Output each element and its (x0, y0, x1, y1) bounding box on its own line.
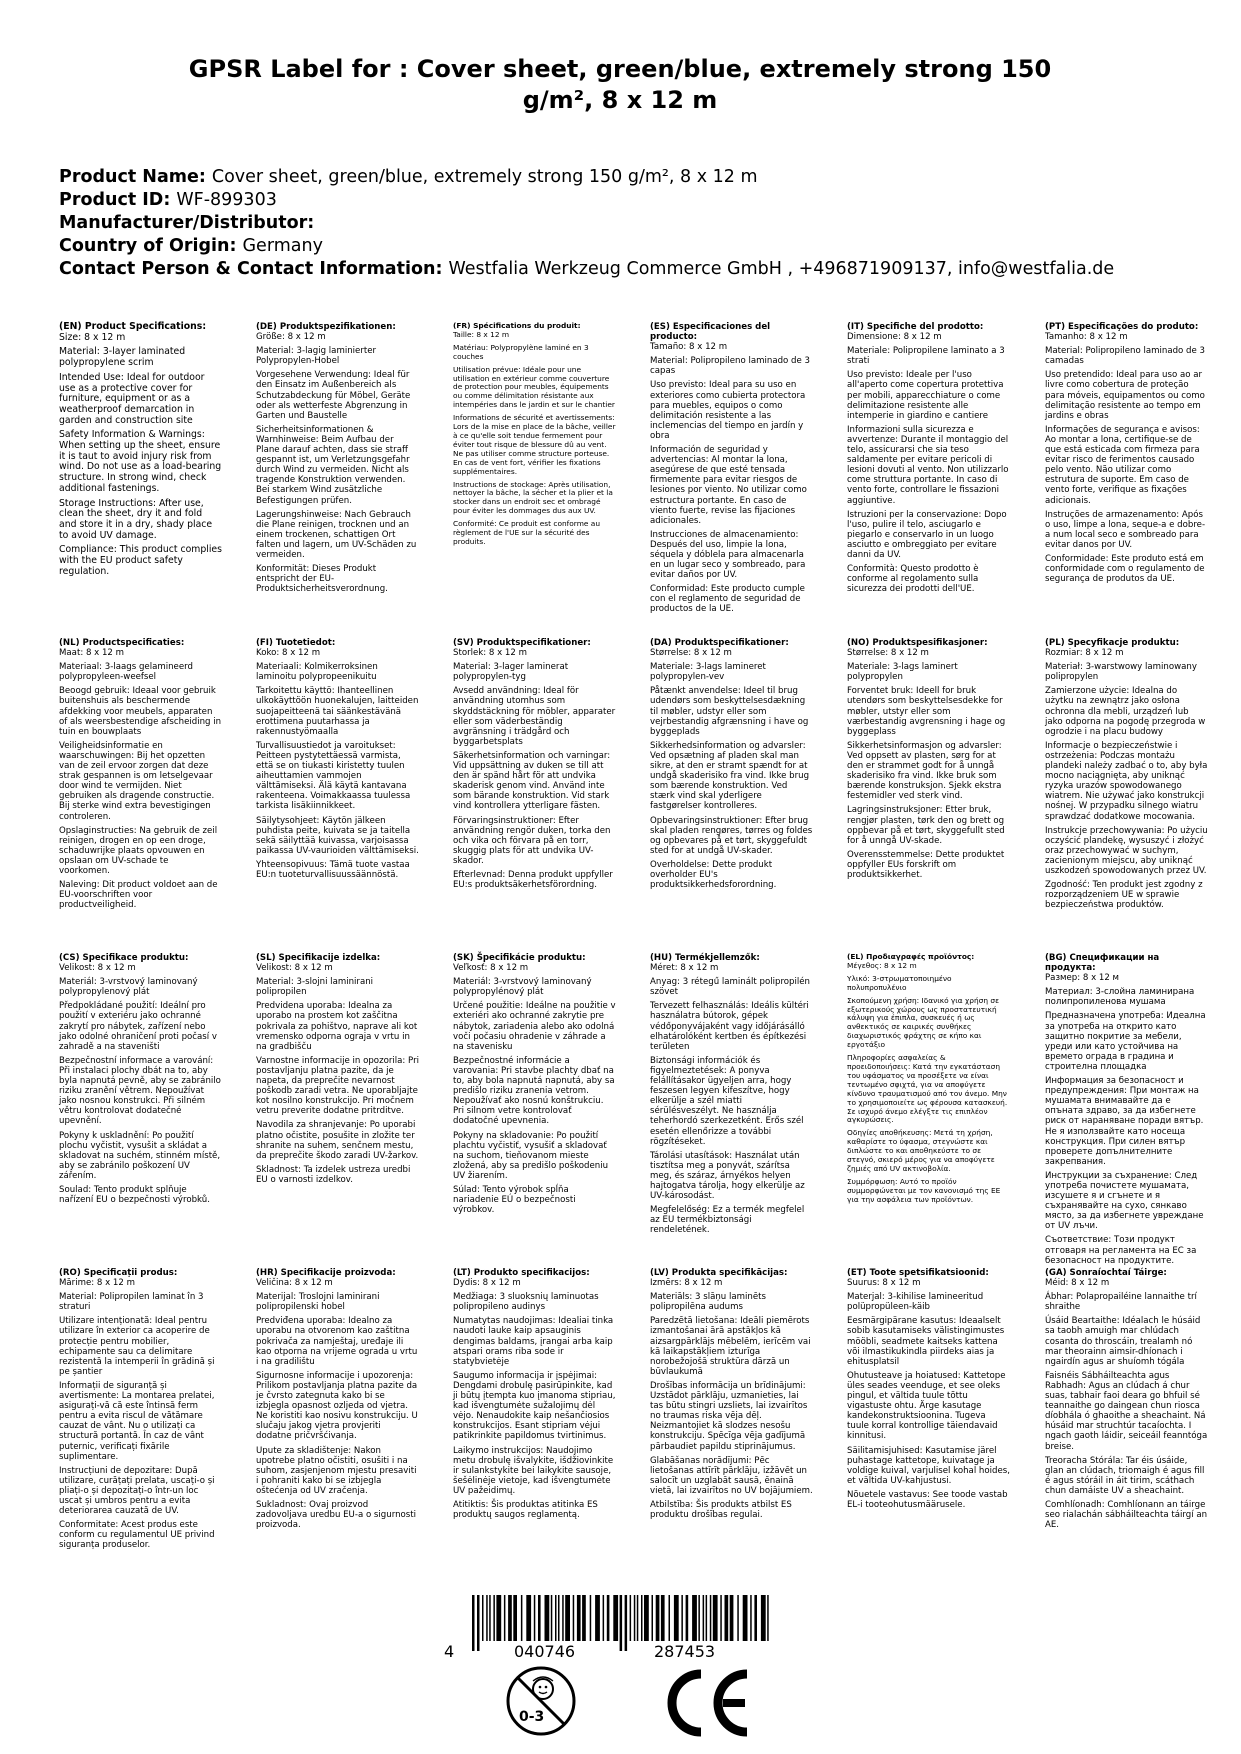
section-material: Material: 3-lager laminerat polypropylen-tyg (453, 662, 569, 683)
section-storage: Opbevaringsinstruktioner: Efter brug skal pladen rengøres, tørres og foldes og opbevares på et tørt, skyggefuldt sted for at undgå UV-skader. (650, 815, 813, 856)
page-title: GPSR Label for : Cover sheet, green/blue, extremely strong 150 g/m², 8 x 12 m (188, 55, 1052, 114)
section-intended-use: Určené použitie: Ideálne na použitie v exteriéri ako ochranné zakrytie pre nábytok, zariadenia alebo ako odolná voči počasiu ohradenie v záhrade a na stavenisku (453, 1001, 616, 1052)
spec-section-es (650, 322, 813, 619)
barcode-bar (656, 1595, 660, 1641)
ce-mark-icon (665, 1668, 751, 1738)
spec-section-pl (1045, 638, 1208, 914)
spec-section-nl (59, 638, 222, 914)
product-info (59, 166, 1199, 281)
section-heading: (ET) Toote spetsifikatsioonid: (847, 1268, 989, 1278)
barcode-bar (486, 1595, 488, 1641)
barcode-bar (706, 1595, 708, 1641)
section-heading: (DA) Produktspecifikationer: (650, 638, 789, 648)
section-safety: Ohutusteave ja hoiatused: Kattetope üles seades veenduge, et see oleks pingul, et vältida tuule tõttu vigastuste ohtu. Ärge kasutage kandekonstruktsioonina. Tugeva tuule korral kontrollige täiendavaid kinnitusi. (847, 1370, 1006, 1442)
barcode-bar (577, 1595, 581, 1641)
barcode-bar (482, 1595, 484, 1641)
section-compliance: Skladnost: Ta izdelek ustreza uredbi EU o varnosti izdelkov. (256, 1164, 411, 1185)
section-compliance: Συμμόρφωση: Αυτό το προϊόν συμμορφώνεται με τον κανονισμό της ΕΕ για την ασφάλεια των προϊόντων. (847, 1176, 1001, 1204)
section-heading: (FI) Tuotetiedot: (256, 638, 336, 648)
section-size: Velikost: 8 x 12 m (256, 963, 333, 974)
section-size: Dydis: 8 x 12 m (453, 1278, 521, 1289)
spec-section-sv (453, 638, 616, 894)
barcode-bar (743, 1595, 748, 1641)
section-material: Υλικό: 3-στρωματοποιημένο πολυπροπυλένιο (847, 973, 952, 992)
section-material: Material: Polipropileno laminado de 3 camadas (1045, 346, 1205, 367)
section-storage: Opslaginstructies: Na gebruik de zeil reinigen, drogen en op een droge, schaduwrijke plaats opvouwen en opslaan om UV-schade te voorkomen. (59, 825, 218, 876)
section-intended-use: Tarkoitettu käyttö: Ihanteellinen ulkokäyttöön huonekalujen, laitteiden suojapeitteenä tai säänkestävänä erottimena puutarhassa ja rakennustyömaalla (256, 686, 419, 737)
barcode-bar (703, 1595, 705, 1641)
barcode-bar (737, 1595, 739, 1641)
section-intended-use: Avsedd användning: Ideal för användning utomhus som skyddstäckning för möbler, apparater eller som väderbeständig avgränsning i trädgård och byggarbetsplats (453, 686, 616, 747)
spec-section-fr (453, 322, 616, 551)
section-heading: (SV) Produktspecifikationer: (453, 638, 591, 648)
section-intended-use: Uso previsto: Ideale per l'uso all'aperto come copertura protettiva per mobili, apparecchiature o come delimitazione resistente alle intemperie in giardino e cantiere (847, 370, 1004, 421)
section-safety: Información de seguridad y advertencias: Al montar la lona, asegúrese de que esté tensada firmemente para evitar riesgos de lesiones por viento. No utilizar como estructura portante. En caso de viento fuerte, revise las fijaciones adicionales. (650, 445, 807, 526)
section-size: Size: 8 x 12 m (59, 331, 126, 343)
section-storage: Instructions de stockage: Après utilisation, nettoyer la bâche, la sécher et la plier et la stocker dans un endroit sec et ombragé pour éviter les dommages dus aux UV. (453, 479, 613, 516)
barcode-bar (750, 1595, 752, 1641)
barcode-bar (534, 1595, 536, 1641)
barcode-bar (565, 1595, 570, 1641)
section-size: Maat: 8 x 12 m (59, 648, 124, 659)
section-safety: Turvallisuustiedot ja varoitukset: Peitteen pystytettäessä varmista, että se on tiukasti kiristetty tuulen aiheuttamien vammojen välttämiseksi. Älä käytä kantavana rakenteena. Voimakkaassa tuulessa tarkista lisäkiinnikkeet. (256, 740, 411, 812)
barcode-bar (513, 1595, 517, 1641)
section-safety: Veiligheidsinformatie en waarschuwingen: Bij het opzetten van de zeil ervoor zorgen dat deze strak gespannen is om letselgevaar door wind te vermijden. Niet gebruiken als dragende constructie. Bij sterke wind extra bevestigingen controleren. (59, 740, 215, 822)
section-size: Méid: 8 x 12 m (1045, 1278, 1110, 1289)
section-heading: (EL) Προδιαγραφές προϊόντος: (847, 952, 975, 961)
section-material: Material: Polipropileno laminado de 3 capas (650, 356, 810, 377)
section-heading: (NL) Productspecificaties: (59, 638, 185, 648)
section-heading: (PL) Specyfikacje produktu: (1045, 638, 1180, 648)
section-compliance: Compliance: This product complies with the EU product safety regulation. (59, 544, 222, 577)
spec-section-en (59, 322, 222, 581)
section-safety: Bezpečnostné informácie a varovania: Pri stavbe plachty dbať na to, aby bola napnutá napnutá, aby sa predišlo riziku zranenia vetrom. Nepoužívať ako nosnú konštrukciu. Pri silnom vetre kontrolovať dodatočné upevnenia. (453, 1055, 615, 1127)
section-heading: (IT) Specifiche del prodotto: (847, 322, 984, 332)
section-intended-use: Предназначена употреба: Идеална за употреба на открито като защитно покритие за мебели, уреди или като устойчива на времето ограда в градина и строителна площадка (1045, 1011, 1206, 1072)
section-material: Anyag: 3 rétegű laminált polipropilén szövet (650, 977, 811, 998)
section-safety: Bezpečnostní informace a varování: Při instalaci plochy dbát na to, aby byla napnutá pevně, aby se zabránilo riziku zranění větrem. Nepoužívat jako nosnou konstrukci. Při silném větru kontrolovat dodatečné upevnění. (59, 1055, 221, 1127)
section-storage: Pokyny k uskladnění: Po použití plochu vyčistit, vysušit a skládat a skladovat na suchém, stinném místě, aby se zabránilo poškození UV zářením. (59, 1130, 221, 1181)
barcode-bar (720, 1595, 722, 1641)
section-compliance: Konformität: Dieses Produkt entspricht der EU-Produktsicherheitsverordnung. (256, 564, 388, 595)
section-heading: (GA) Sonraíochtaí Táirge: (1045, 1268, 1167, 1278)
section-heading: (PT) Especificações do produto: (1045, 322, 1199, 332)
spec-section-et (847, 1268, 1010, 1514)
section-storage: Инструкции за съхранение: След употреба почистете мушамата, изсушете я и сгънете и я съхранявайте на сухо, сянкаво място, за да избегнете увреждане от UV лъчи. (1045, 1170, 1204, 1232)
age-label: 0-3 (519, 1709, 545, 1725)
section-storage: Instrukcje przechowywania: Po użyciu oczyścić plandekę, wysuszyć i złożyć oraz przechowywać w suchym, zacienionym miejscu, aby uniknąć uszkodzeń spowodowanych przez UV. (1045, 825, 1208, 876)
spec-section-sk (453, 953, 616, 1219)
barcode-bar (652, 1595, 654, 1641)
section-safety: Информация за безопасност и предупреждения: При монтаж на мушамата внимавайте да е опъната здраво, за да избегнете риск от нараняване поради вятър. Не я използвайте като носеща конструкция. При силен вятър проверете допълнителните закрепвания. (1045, 1076, 1204, 1167)
barcode-bar (472, 1595, 475, 1651)
section-safety: Informacje o bezpieczeństwie i ostrzeżenia: Podczas montażu plandeki należy zadbać o to, aby była mocno naciągnięta, aby uniknąć ryzyka urazów spowodowanego wiatrem. Nie używać jako konstrukcji nośnej. W przypadku silnego wiatru sprawdzać dodatkowe mocowania. (1045, 740, 1208, 822)
section-intended-use: Předpokládané použití: Ideální pro použití v exteriéru jako ochranné zakrytí pro nábytek, zařízení nebo jako odolné ohraničení proti počasí v zahradě a na staveništi (59, 1001, 217, 1052)
section-safety: Πληροφορίες ασφαλείας & προειδοποιήσεις: Κατά την εγκατάσταση του υφάσματος να προσέξετε να είναι τεντωμένο σφιχτά, για να αποφύγετε κίνδυνο τραυματισμού από τον άνεμο. Μην το χρησιμοποιείτε ως φέρουσα κατασκευή. Σε ισχυρό άνεμο ελέγξτε τις επιπλέον αγκυρώσεις. (847, 1053, 1008, 1125)
section-intended-use: Intended Use: Ideal for outdoor use as a protective cover for furniture, equipment or as a weatherproof demarcation in garden and construction site (59, 371, 205, 426)
section-compliance: Naleving: Dit product voldoet aan de EU-voorschriften voor productveiligheid. (59, 880, 218, 911)
section-compliance: Conformitate: Acest produs este conform cu regulamentul UE privind siguranța produselor. (59, 1520, 215, 1551)
section-heading: (NO) Produktspesifikasjoner: (847, 638, 988, 648)
section-safety: Saugumo informacija ir įspėjimai: Dengdami drobulę pasirūpinkite, kad ji būtų įtempta kuo įmanoma stipriau, kad išvengtumėte sužalojimų dėl vėjo. Nenaudokite kaip nešančiosios konstrukcijos. Esant stipriam vėjui patikrinkite papildomus tvirtinimus. (453, 1370, 616, 1442)
barcode-bar (754, 1595, 757, 1641)
barcode-bar (603, 1595, 605, 1641)
section-compliance: Yhteensopivuus: Tämä tuote vastaa EU:n tuoteturvallisuussäännöstä. (256, 859, 410, 880)
section-storage: Pokyny na skladovanie: Po použití plachtu vyčistiť, vysušiť a skladovať na suchom, tieňovanom mieste zložená, aby sa predišlo poškodeniu UV žiarením. (453, 1130, 609, 1181)
section-storage: Förvaringsinstruktioner: Efter användning rengör duken, torka den och vika och förvara på en torr, skuggig plats för att undvika UV-skador. (453, 815, 611, 866)
barcode-bar (630, 1595, 632, 1641)
section-intended-use: Forventet bruk: Ideell for bruk utendørs som beskyttelsesdekke for møbler, utstyr eller som værbestandig avgrensning i hage og byggeplass (847, 686, 1006, 737)
section-intended-use: Predviđena uporaba: Idealno za uporabu na otvorenom kao zaštitna pokrivača za namještaj, uređaje ili kao otporna na vrijeme ograda u vrtu i na gradilištu (256, 1316, 418, 1367)
age-warning-icon (505, 1665, 577, 1737)
section-compliance: Atitiktis: Šis produktas atitinka ES produktų saugos reglamentą. (453, 1499, 598, 1521)
section-safety: Informações de segurança e avisos: Ao montar a lona, certifique-se de que está esticada com firmeza para evitar risco de ferimentos causado pelo vento. Não utilizar como estrutura de suporte. Em caso de vento forte, verifique as fixações adicionais. (1045, 424, 1200, 506)
section-material: Materiał: 3-warstwowy laminowany polipropylen (1045, 662, 1197, 683)
section-heading: (BG) Спецификации на продукта: (1045, 953, 1160, 974)
spec-section-el (847, 953, 1010, 1209)
section-compliance: Efterlevnad: Denna produkt uppfyller EU:s produktsäkerhetsförordning. (453, 869, 613, 891)
section-storage: Lagerungshinweise: Nach Gebrauch die Plane reinigen, trocknen und an einem trockenen, schattigen Ort falten und lagern, um UV-Schäden zu vermeiden. (256, 509, 417, 560)
section-size: Μέγεθος: 8 x 12 m (847, 960, 917, 970)
section-size: Størrelse: 8 x 12 m (650, 648, 732, 659)
section-compliance: Съответствие: Този продукт отговаря на регламента на ЕС за безопасност на продуктите. (1045, 1235, 1197, 1266)
section-size: Dimensione: 8 x 12 m (847, 332, 942, 343)
section-intended-use: Påtænkt anvendelse: Ideel til brug udendørs som beskyttelsesdækning til møbler, udstyr eller som vejrbestandig afgrænsning i have og byggeplads (650, 686, 809, 737)
section-storage: Instrucțiuni de depozitare: După utilizare, curățați prelata, uscați-o și pliați-o și depozitați-o într-un loc uscat și umbros pentru a evita deteriorarea cauzată de UV. (59, 1465, 215, 1517)
section-intended-use: Beoogd gebruik: Ideaal voor gebruik buitenshuis als beschermende afdekking voor meubels, apparaten of als weersbestendige afscheiding in tuin en bouwplaats (59, 686, 222, 737)
section-storage: Säilytysohjeet: Käytön jälkeen puhdista peite, kuivata se ja taitella sekä säilyttää kuivassa, varjoisassa paikassa UV-vaurioiden välttämiseksi. (256, 815, 419, 856)
barcode-bar (526, 1595, 531, 1641)
barcode-bar (545, 1595, 550, 1641)
product-id-label: Product ID: (59, 190, 171, 210)
section-compliance: Megfelelőség: Ez a termék megfelel az EU termékbiztonsági rendeletének. (650, 1205, 805, 1236)
section-storage: Instruções de armazenamento: Após o uso, limpe a lona, seque-a e dobre-a num local seco e sombreado para evitar danos por UV. (1045, 509, 1206, 550)
barcode-bar (558, 1595, 560, 1641)
product-name-value: Cover sheet, green/blue, extremely strong 150 g/m², 8 x 12 m (211, 167, 758, 187)
contact-row (59, 258, 1199, 281)
section-size: Størrelse: 8 x 12 m (847, 648, 929, 659)
section-material: Medžiaga: 3 sluoksnių laminuotas polipropileno audinys (453, 1292, 599, 1313)
section-intended-use: Utilizare intenționată: Ideal pentru utilizare în exterior ca acoperire de protecție pentru mobilier, echipamente sau ca delimitare rezistentă la intemperii în grădină și pe șantier (59, 1316, 215, 1377)
section-material: Materjal: 3-kihilise lamineeritud polüpropüleen-käib (847, 1292, 984, 1313)
section-compliance: Soulad: Tento produkt splňuje nařízení EU o bezpečnosti výrobků. (59, 1184, 210, 1206)
section-size: Suurus: 8 x 12 m (847, 1278, 921, 1289)
section-size: Veľkosť: 8 x 12 m (453, 963, 529, 974)
spec-section-pt (1045, 322, 1208, 588)
country-value: Germany (242, 236, 323, 256)
section-heading: (CS) Specifikace produktu: (59, 953, 189, 963)
barcode-bar (686, 1595, 689, 1641)
section-material: Materiaal: 3-laags gelamineerd polypropyleen-weefsel (59, 662, 193, 683)
section-storage: Tárolási utasítások: Használat után tisztítsa meg a ponyvát, szárítsa meg, és száraz, árnyékos helyen hajtogatva tárolja, hogy elkerülje az UV-károsodást. (650, 1150, 805, 1202)
section-heading: (LT) Produkto specifikacijos: (453, 1268, 590, 1278)
section-storage: Glabāšanas norādījumi: Pēc lietošanas attīrīt pārklāju, izžāvēt un salocīt un uzglabāt sausā, ēnainā vietā, lai izvairītos no UV bojājumiem. (650, 1455, 813, 1496)
section-size: Größe: 8 x 12 m (256, 332, 326, 343)
spec-section-da (650, 638, 813, 894)
section-compliance: Sukladnost: Ovaj proizvod zadovoljava uredbu EU-a o sigurnosti proizvoda. (256, 1499, 417, 1531)
country-row (59, 235, 1199, 258)
barcode-bar (637, 1595, 639, 1641)
barcode-bar (730, 1595, 734, 1641)
barcode-bar (620, 1595, 623, 1651)
section-size: Izmērs: 8 x 12 m (650, 1278, 723, 1289)
barcode-bar (669, 1595, 671, 1641)
spec-section-hu (650, 953, 813, 1239)
barcode-bar (625, 1595, 628, 1651)
section-size: Méret: 8 x 12 m (650, 963, 719, 974)
section-compliance: Overensstemmelse: Dette produktet oppfyller EUs forskrift om produktsikkerhet. (847, 849, 1005, 880)
barcode-bar (595, 1595, 600, 1641)
spec-section-lv (650, 1268, 813, 1524)
product-name-label: Product Name: (59, 167, 206, 187)
section-storage: Laikymo instrukcijos: Naudojimo metu drobulę išvalykite, išdžiovinkite ir sulankstykite bei laikykite sausoje, šešėlinėje vietoje, kad išvengtumėte UV pažeidimų. (453, 1445, 614, 1496)
barcode-bar (493, 1595, 495, 1641)
section-safety: Faisnéis Sábháilteachta agus Rabhadh: Agus an clúdach á chur suas, tabhair faoi deara go bhfuil sé teannaithe go daingean chun riosca díobhála ó ghaoithe a sheachaint. Ná húsáid mar struchtúr tacaíochta. I ngach gaoth láidir, seiceáil feanntóga breise. (1045, 1370, 1208, 1452)
section-storage: Instrucciones de almacenamiento: Después del uso, limpie la lona, séquela y dóblela para almacenarla en un lugar seco y sombreado, para evitar daños por UV. (650, 529, 806, 581)
section-intended-use: Uso pretendido: Ideal para uso ao ar livre como cobertura de proteção para móveis, equipamentos ou como delimitação resistente ao tempo em jardins e obras (1045, 370, 1205, 421)
section-intended-use: Numatytas naudojimas: Idealiai tinka naudoti lauke kaip apsauginis dengimas baldams, įrangai arba kaip atspari orams riba sode ir statybvietėje (453, 1316, 614, 1367)
barcode-bar (644, 1595, 649, 1641)
barcode-bar (508, 1595, 512, 1641)
section-material: Materiál: 3-vrstvový laminovaný polypropylénový plát (453, 977, 592, 998)
barcode-bar (551, 1595, 553, 1641)
barcode-bar (613, 1595, 618, 1641)
section-heading: (HR) Specifikacije proizvoda: (256, 1268, 396, 1278)
section-compliance: Conformité: Ce produit est conforme au règlement de l'UE sur la sécurité des produits. (453, 519, 601, 546)
barcode-bar (767, 1595, 769, 1641)
section-safety: Sikkerhedsinformation og advarsler: Ved opsætning af pladen skal man sikre, at den er stramt spændt for at undgå skaderisiko fra vind. Ikke brug som bærende konstruktion. Ved stærk vind skal yderligere fastgørelser kontrolleres. (650, 740, 810, 812)
ean-first-digit: 4 (444, 1642, 455, 1661)
spec-section-ro (59, 1268, 222, 1554)
section-size: Tamaño: 8 x 12 m (650, 342, 728, 353)
section-size: Tamanho: 8 x 12 m (1045, 332, 1128, 343)
section-heading: (SL) Specifikacije izdelka: (256, 953, 381, 963)
barcode-bar (496, 1595, 501, 1641)
section-intended-use: Uso previsto: Ideal para su uso en exteriores como cubierta protectora para muebles, equipos o como delimitación resistente a las inclemencias del tiempo en jardín y obra (650, 380, 806, 441)
barcode-bar (521, 1595, 523, 1641)
manufacturer-label: Manufacturer/Distributor: (59, 213, 315, 233)
spec-section-it (847, 322, 1010, 598)
country-label: Country of Origin: (59, 236, 237, 256)
section-intended-use: Utilisation prévue: Idéale pour une utilisation en extérieur comme couverture de protection pour meubles, équipements ou comme délimitation résistante aux intempéries dans le jardin et sur le chantier (453, 364, 615, 410)
contact-value: Westfalia Werkzeug Commerce GmbH , +496871909137, info@westfalia.de (448, 259, 1115, 279)
section-size: Mărime: 8 x 12 m (59, 1278, 135, 1289)
section-size: Taille: 8 x 12 m (453, 329, 510, 339)
barcode-bar (504, 1595, 506, 1641)
barcode-bar (710, 1595, 712, 1641)
barcode-bar (607, 1595, 610, 1641)
section-intended-use: Paredzētā lietošana: Ideāli piemērots izmantošanai ārā apstākļos kā aizsargpārklājs mēbelēm, ierīcēm vai kā laikapstākļiem izturīga norobežojošā struktūra dārzā un būvlaukumā (650, 1316, 811, 1377)
section-safety: Sikkerhetsinformasjon og advarsler: Ved oppsett av plasten, sørg for at den er strammet godt for å unngå skaderisiko fra vind. Ikke bruk som bærende konstruksjon. Sjekk ekstra festemidler ved sterk vind. (847, 740, 1002, 802)
section-compliance: Comhlíonadh: Comhlíonann an táirge seo rialachán sábháilteachta táirgí an AE. (1045, 1499, 1208, 1531)
barcode-bar (641, 1595, 643, 1641)
section-heading: (RO) Specificații produs: (59, 1268, 178, 1278)
section-material: Material: 3-lagig laminierter Polypropylen-Hobel (256, 346, 377, 367)
barcode-bar (477, 1595, 480, 1651)
barcode-bar (692, 1595, 697, 1641)
contact-label: Contact Person & Contact Information: (59, 259, 443, 279)
section-heading: (LV) Produkta specifikācijas: (650, 1268, 788, 1278)
spec-section-hr (256, 1268, 419, 1534)
spec-section-fi (256, 638, 419, 884)
section-safety: Informații de siguranță și avertismente: La montarea prelatei, asigurați-vă că este întinsă ferm pentru a evita riscul de vătămare cauzat de vânt. Nu o utilizați ca structură portantă. În caz de vânt puternic, verificați fixările suplimentare. (59, 1380, 215, 1462)
section-storage: Lagringsinstruksjoner: Etter bruk, rengjør plasten, tørk den og brett og oppbevar på et tørt, skyggefullt sted for å unngå UV-skade. (847, 805, 1005, 846)
section-material: Material: 3-slojni laminirani polipropilen (256, 977, 374, 998)
barcode-bar (555, 1595, 557, 1641)
section-heading: (ES) Especificaciones del producto: (650, 322, 771, 343)
ean-left-group: 040746 (514, 1642, 576, 1661)
section-safety: Safety Information & Warnings: When setting up the sheet, ensure it is taut to avoid injury risk from wind. Do not use as a load-bearing structure. In strong wind, check additional fastenings. (59, 429, 222, 494)
section-intended-use: Vorgesehene Verwendung: Ideal für den Einsatz im Außenbereich als Schutzabdeckung für Möbel, Geräte oder als wetterfeste Abgrenzung in Garten und Baustelle (256, 370, 411, 421)
spec-section-no (847, 638, 1010, 884)
section-intended-use: Úsáid Beartaithe: Idéalach le húsáid sa taobh amuigh mar chlúdach cosanta do throscáin, trealamh nó mar theorainn aimsir-dhíonach i ngairdín agus ar shuíomh tógála (1045, 1316, 1201, 1367)
section-material: Material: Polipropilen laminat în 3 straturi (59, 1292, 204, 1313)
section-material: Materiale: 3-lags lamineret polypropylen-vev (650, 662, 766, 683)
section-compliance: Conformidade: Este produto está em conformidade com o regulamento de segurança de produtos da UE. (1045, 553, 1205, 585)
section-size: Storlek: 8 x 12 m (453, 648, 527, 659)
section-heading: (EN) Product Specifications: (59, 321, 207, 332)
spec-section-lt (453, 1268, 616, 1524)
section-heading: (DE) Produktspezifikationen: (256, 322, 396, 332)
barcode-bar (538, 1595, 541, 1641)
barcode-bar (713, 1595, 718, 1641)
section-heading: (HU) Termékjellemzők: (650, 953, 760, 963)
section-safety: Sicherheitsinformationen & Warnhinweise: Beim Aufbau der Plane darauf achten, dass sie straff gespannt ist, um Verletzungsgefahr durch Wind zu vermeiden. Nicht als tragende Konstruktion verwenden. Bei starkem Wind zusätzliche Befestigungen prüfen. (256, 424, 410, 506)
section-size: Размер: 8 x 12 м (1045, 973, 1120, 984)
section-storage: Οδηγίες αποθήκευσης: Μετά τη χρήση, καθαρίστε το ύφασμα, στεγνώστε και διπλώστε το και αποθηκεύστε το σε στεγνό, σκιερό μέρος για να αποφύγετε ζημιές από UV ακτινοβολία. (847, 1128, 995, 1173)
barcode-bar (582, 1595, 586, 1641)
barcode-bar (661, 1595, 665, 1641)
section-storage: Navodila za shranjevanje: Po uporabi platno očistite, posušite in zložite ter shranite na suhem, senčnem mestu, da preprečite škodo zaradi UV-žarkov. (256, 1120, 419, 1161)
section-intended-use: Eesmärgipärane kasutus: Ideaalselt sobib kasutamiseks välistingimustes mööbli, seadmete kaitseks kattena või ilmastikukindla piirdeks aias ja ehitusplatsil (847, 1316, 1005, 1367)
section-material: Materiale: 3-lags laminert polypropylen (847, 662, 958, 683)
section-size: Rozmiar: 8 x 12 m (1045, 648, 1124, 659)
section-safety: Varnostne informacije in opozorila: Pri postavljanju platna pazite, da je napeta, da preprečite nevarnost poškodb zaradi vetra. Ne uporabljajte kot nosilno konstrukcijo. Pri močnem vetru preverite dodatne pritrditve. (256, 1055, 419, 1117)
section-material: Materiál: 3-vrstvový laminovaný polypropylenový plát (59, 977, 198, 998)
product-id-value: WF-899303 (176, 190, 277, 210)
manufacturer-row (59, 212, 1199, 235)
section-safety: Sigurnosne informacije i upozorenja: Prilikom postavljanja platna pazite da je čvrsto zategnuta kako bi se izbjegla opasnost ozljeda od vjetra. Ne koristiti kao nosivu konstrukciju. U slučaju jakog vjetra provjeriti dodatne pričvršćivanja. (256, 1370, 418, 1442)
section-storage: Istruzioni per la conservazione: Dopo l'uso, pulire il telo, asciugarlo e piegarlo e conservarlo in un luogo asciutto e ombreggiato per evitare danni da UV. (847, 509, 1007, 560)
section-material: Materijal: Troslojni laminirani polipropilenski hobel (256, 1292, 380, 1313)
section-compliance: Conformità: Questo prodotto è conforme al regolamento sulla sicurezza dei prodotti dell'UE. (847, 564, 979, 595)
section-compliance: Nõuetele vastavus: See toode vastab EL-i tooteohutusmäärusele. (847, 1489, 1008, 1510)
section-storage: Säilitamisjuhised: Kasutamise järel puhastage kattetope, kuivatage ja voldige kuival, varjulisel kohal hoides, et vältida UV-kahjustusi. (847, 1445, 1010, 1486)
section-storage: Upute za skladištenje: Nakon upotrebe platno očistiti, osušiti i na suhom, zasjenjenom mjestu presaviti i pohraniti kako bi se izbjegla oštećenja od UV zračenja. (256, 1445, 417, 1496)
section-heading: (SK) Špecifikácie produktu: (453, 953, 586, 963)
section-material: Material: 3-layer laminated polypropylene scrim (59, 346, 186, 369)
section-compliance: Zgodność: Ten produkt jest zgodny z rozporządzeniem UE w sprawie bezpieczeństwa produktów. (1045, 880, 1203, 911)
section-safety: Informazioni sulla sicurezza e avvertenze: Durante il montaggio del telo, assicurarsi che sia teso saldamente per evitare pericoli di lesioni dovuti al vento. Non utilizzarlo come struttura portante. In caso di vento forte, controllare le fissazioni aggiuntive. (847, 424, 1009, 506)
barcode-bar (725, 1595, 729, 1641)
section-material: Materiale: Polipropilene laminato a 3 strati (847, 346, 1005, 367)
section-storage: Treoracha Stórála: Tar éis úsáide, glan an clúdach, triomaigh é agus fill é agus stóráil in áit tirim, scáthach chun damáiste UV a sheachaint. (1045, 1455, 1205, 1496)
section-material: Материал: 3-слойна ламинирана полипропиленова мушама (1045, 987, 1195, 1008)
section-compliance: Conformidad: Este producto cumple con el reglamento de seguridad de productos de la UE. (650, 584, 805, 615)
section-material: Materiāls: 3 slāņu laminēts polipropilēna audums (650, 1292, 766, 1313)
barcode-bar (698, 1595, 700, 1641)
section-compliance: Atbilstība: Šis produkts atbilst ES produktu drošības regulai. (650, 1499, 792, 1521)
section-compliance: Overholdelse: Dette produkt overholder EU's produktsikkerhedsforordning. (650, 859, 777, 891)
ean-right-group: 287453 (654, 1642, 716, 1661)
section-size: Veličina: 8 x 12 m (256, 1278, 333, 1289)
section-heading: (FR) Spécifications du produit: (453, 321, 581, 330)
section-safety: Biztonsági információk és figyelmeztetések: A ponyva felállításakor ügyeljen arra, hogy feszesen legyen kifeszítve, hogy elkerülje a szél miatti sérülésveszélyt. Ne használja teherhordó szerkezetként. Erős szél esetén ellenőrizze a további rögzítéseket. (650, 1055, 804, 1147)
barcode-bar (761, 1595, 766, 1641)
section-intended-use: Σκοπούμενη χρήση: Ιδανικό για χρήση σε εξωτερικούς χώρους ως προστατευτική κάλυψη για έπιπλα, συσκευές ή ως ανθεκτικός σε καιρικές συνθήκες διαχωριστικός φράχτης σε κήπο και εργοτάξιο (847, 995, 1000, 1050)
section-material: Matériau: Polypropylène laminé en 3 couches (453, 342, 589, 361)
section-intended-use: Tervezett felhasználás: Ideális kültéri használatra bútorok, gépek védőponyvájaként vagy időjárásálló elhatárolóként kertben és építkezési területen (650, 1001, 809, 1052)
barcode-bar (573, 1595, 575, 1641)
section-size: Koko: 8 x 12 m (256, 648, 321, 659)
spec-section-de (256, 322, 419, 598)
product-id-row (59, 189, 1199, 212)
spec-section-bg (1045, 953, 1208, 1270)
spec-section-cs (59, 953, 222, 1209)
barcode-bar (634, 1595, 636, 1641)
section-size: Velikost: 8 x 12 m (59, 963, 136, 974)
barcode-bar (562, 1595, 564, 1641)
section-intended-use: Predvidena uporaba: Idealna za uporabo na prostem kot zaščitna pokrivala za pohištvo, naprave ali kot vremensko odporna ograja v vrtu in na gradbišču (256, 1001, 418, 1052)
section-storage: Storage Instructions: After use, clean the sheet, dry it and fold and store it in a dry, shady place to avoid UV damage. (59, 497, 213, 541)
section-safety: Informations de sécurité et avertissements: Lors de la mise en place de la bâche, veiller à ce qu'elle soit tendue fermement pour éviter tout risque de blessure dû au vent. Ne pas utiliser comme structure porteuse. En cas de vent fort, vérifier les fixations supplémentaires. (453, 413, 616, 476)
section-safety: Drošības informācija un brīdinājumi: Uzstādot pārklāju, uzmanieties, lai tas būtu stingri uzsliets, lai izvairītos no traumas riska vēja dēļ. Neizmantojiet kā slodzes nesošu konstrukciju. Spēcīga vēja gadījumā pārbaudiet papildu stiprinājumus. (650, 1380, 808, 1452)
barcode-bar (674, 1595, 679, 1641)
section-compliance: Súlad: Tento výrobok spĺňa nariadenie EÚ o bezpečnosti výrobkov. (453, 1184, 576, 1216)
section-intended-use: Zamierzone użycie: Idealna do użytku na zewnątrz jako osłona ochronna dla mebli, urządzeń lub jako odporna na pogodę przegroda w ogrodzie i na placu budowy (1045, 686, 1206, 737)
section-safety: Säkerhetsinformation och varningar: Vid uppsättning av duken se till att den är spänd hårt för att undvika skaderisk genom vind. Använd inte som bärande konstruktion. Vid stark vind kontrollera ytterligare fästen. (453, 750, 611, 812)
barcode-bar (681, 1595, 683, 1641)
product-name-row (59, 166, 1199, 189)
section-material: Materiaali: Kolmikerroksinen laminoitu polypropeenikuitu (256, 662, 378, 683)
barcode-bar (489, 1595, 491, 1641)
spec-section-ga (1045, 1268, 1208, 1534)
spec-section-sl (256, 953, 419, 1189)
section-material: Ábhar: Polapropailéine lannaithe trí shraithe (1045, 1292, 1197, 1313)
barcode-bar (590, 1595, 592, 1641)
